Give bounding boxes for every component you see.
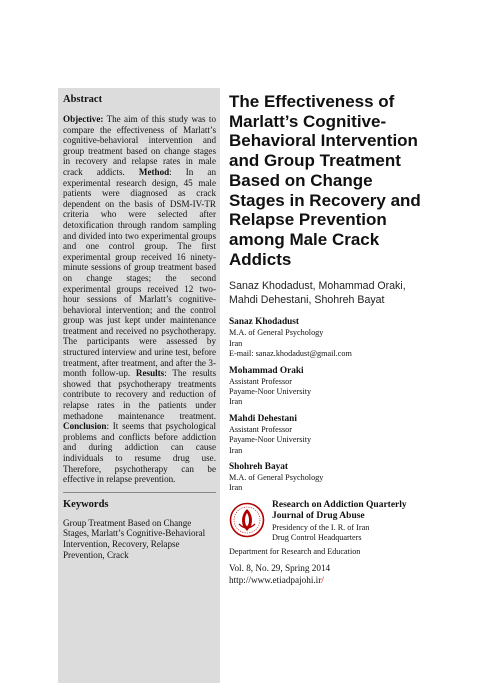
journal-info [272,500,407,543]
affiliation-email[interactable]: E-mail: sanaz.khodadust@gmail.com [229,349,352,359]
affiliation-line: M.A. of General Psychology [229,472,324,482]
journal-url-suffix: / [321,574,324,585]
journal-name: Research on Addiction Quarterly [272,499,407,510]
abstract-body [63,114,216,485]
affiliation-block [229,414,429,456]
affiliation-name: Sanaz Khodadust [229,317,300,328]
section-divider [63,492,216,493]
objective-text: The aim of this study was to compare the effectiveness of Marlatt’s cognitive-behavioral intervention and group treatment based on change stages in recovery and relapse rates in male crack addicts. [63,114,216,177]
journal-emblem-icon [229,502,265,538]
abstract-panel [58,88,220,683]
journal-publisher: Drug Control Headquarters [272,532,362,542]
author-list: Sanaz Khodadust, Mohammad Oraki, Mahdi Dehestani, Shohreh Bayat [229,280,406,307]
affiliation-line: Iran [229,445,243,455]
abstract-heading: Abstract [63,94,103,105]
affiliation-line: Payame-Noor University [229,386,312,396]
journal-department: Department for Research and Education [229,546,361,556]
affiliation-block [229,366,429,408]
volume-info: Vol. 8, No. 29, Spring 2014 [229,562,331,573]
journal-url[interactable] [229,574,429,586]
affiliation-line: M.A. of General Psychology [229,328,324,338]
affiliation-line: Payame-Noor University [229,435,312,445]
affiliation-block [229,462,429,494]
objective-label: Objective: [63,114,104,124]
journal-url-text[interactable]: http://www.etiadpajohi.ir [229,574,322,585]
affiliation-line: Iran [229,338,243,348]
affiliation-name: Mohammad Oraki [229,365,304,376]
conclusion-text: : It seems that psychological problems and conflicts before addiction and during addiction can cause individuals to resume drug use. Therefore, psychotherapy can be effective in relapse prevention. [63,421,216,485]
journal-publisher: Presidency of the I. R. of Iran [272,522,370,532]
keywords-heading: Keywords [63,498,109,510]
affiliation-line: Assistant Professor [229,424,292,434]
affiliation-line: Iran [229,483,243,493]
method-label: Method [138,166,170,177]
paper-title: The Effectiveness of Marlatt’s Cognitive-Behavioral Intervention and Group Treatment Based on Change Stages in Recovery and Relapse Prevention among Male Crack Addicts [229,92,421,269]
affiliation-name: Shohreh Bayat [229,461,288,472]
affiliation-line: Iran [229,397,243,407]
journal-subname: Journal of Drug Abuse [272,511,365,522]
article-header [229,92,429,586]
conclusion-label: Conclusion [63,421,107,432]
affiliation-name: Mahdi Dehestani [229,413,297,424]
affiliation-block [229,317,429,359]
keywords-text: Group Treatment Based on Change Stages, Marlatt’s Cognitive-Behavioral Intervention, Recovery, Relapse Prevention, Crack [63,517,206,560]
journal-block [229,500,429,558]
method-text: : In an experimental research design, 45 male patients were diagnosed as crack dependent on the basis of DSM-IV-TR criteria who were selected after detoxification through random sampling and divided into two experimental groups and one control group. The first experimental group received 16 ninety-minute sessions of group treatment based on change stages; the second experimental groups received 12 two-hour sessions of Marlatt’s cognitive-behavioral intervention; and the control group was just kept under maintenance treatment and received no psychotherapy. The participants were assessed by structured interview and urine test, before treatment, after treatment, and after the 3-month follow-up. [63,166,216,379]
results-text: : The results showed that psychotherapy treatments contribute to recovery and reduction of relapse rates in the patients under methadone maintenance treatment. [63,368,216,421]
affiliation-line: Assistant Professor [229,376,292,386]
results-label: Results [135,368,165,379]
